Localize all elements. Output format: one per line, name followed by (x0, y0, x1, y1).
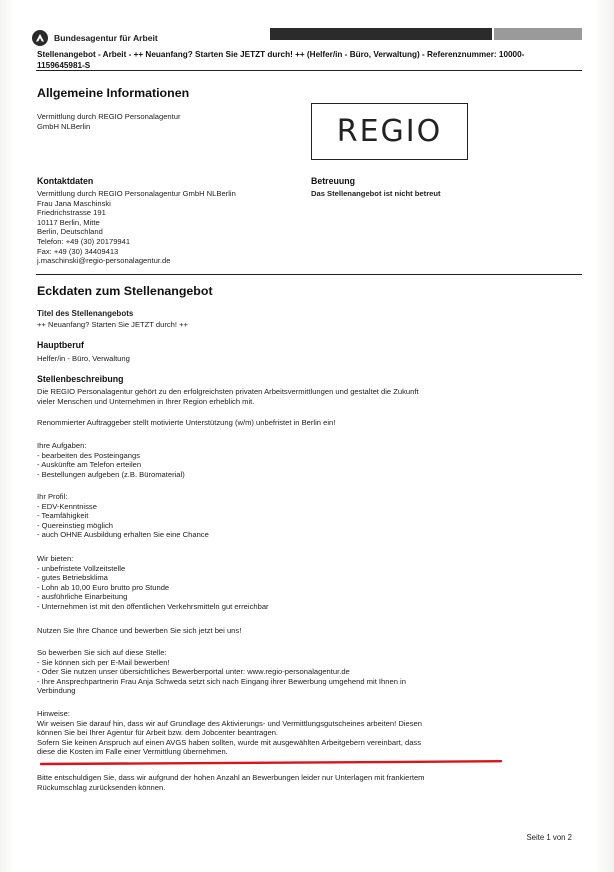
beschreibung-aufgaben: Ihre Aufgaben: - bearbeiten des Posteingangs - Auskünfte am Telefon erteilen - Bestellungen aufgeben (z.B. Büromaterial) (37, 441, 185, 479)
kontakt-details: Vermittlung durch REGIO Personalagentur GmbH NLBerlin Frau Jana Maschinski Friedrichstrasse 191 10117 Berlin, Mitte Berlin, Deutschland Telefon: +49 (30) 20179941 Fax: +49 (30) 34409413 j.maschinski@regio-personalagentur.de (37, 189, 236, 266)
page-number: Seite 1 von 2 (526, 833, 572, 842)
beschreibung-profil: Ihr Profil: - EDV-Kenntnisse - Teamfähigkeit - Quereinstieg möglich - auch OHNE Ausbildung erhalten Sie eine Chance (37, 492, 209, 540)
beschreibung-auftrag: Renommierter Auftraggeber stellt motivierte Unterstützung (w/m) unbefristet in Berlin ein! (37, 418, 336, 427)
beschreibung-intro: Die REGIO Personalagentur gehört zu den erfolgreichsten privaten Arbeitsvermittlungen und gestaltet die Zukunft vieler Menschen und Unternehmen in Ihrer Region erheblich mit. (37, 387, 419, 406)
agency-name: Bundesagentur für Arbeit (54, 33, 158, 43)
beschreibung-bieten: Wir bieten: - unbefristete Vollzeitstelle - gutes Betriebsklima - Lohn ab 10,00 Euro brutto pro Stunde - ausführliche Einarbeitung - Unternehmen ist mit den öffentlichen Verkehrsmitteln gut erreichbar (37, 554, 269, 611)
section-heading-allgemein: Allgemeine Informationen (37, 86, 190, 100)
agency-logo-icon (32, 30, 48, 46)
kontakt-heading: Kontaktdaten (37, 176, 94, 186)
titel-label: Titel des Stellenangebots (37, 309, 134, 318)
red-underline-annotation (40, 760, 502, 766)
betreuung-text: Das Stellenangebot ist nicht betreut (311, 189, 441, 198)
header-bar-grey (494, 28, 582, 40)
document-title: Stellenangebot - Arbeit - ++ Neuanfang? Starten Sie JETZT durch! ++ (Helfer/in - Büro, Verwaltung) - Referenznummer: 10000-1159645981-S (37, 50, 525, 70)
header-bar-dark (270, 28, 492, 40)
hauptberuf-value: Helfer/in - Büro, Verwaltung (37, 354, 130, 363)
eckdaten-divider (36, 274, 582, 275)
section-heading-eckdaten: Eckdaten zum Stellenangebot (37, 284, 213, 298)
titel-value: ++ Neuanfang? Starten Sie JETZT durch! ++ (37, 320, 188, 329)
regio-logo-text: REGIO (336, 114, 443, 149)
beschreibung-chance: Nutzen Sie Ihre Chance und bewerben Sie sich jetzt bei uns! (37, 626, 242, 635)
betreuung-heading: Betreuung (311, 176, 355, 186)
agency-logo-row (32, 28, 158, 48)
regio-logo (311, 103, 468, 160)
vermittlung-text: Vermittlung durch REGIO Personalagentur GmbH NLBerlin (37, 112, 181, 131)
beschreibung-hinweis: Hinweise: Wir weisen Sie darauf hin, dass wir auf Grundlage des Aktivierungs- und Vermittlungsgutscheines arbeiten! Diesen können Sie bei Ihrer Agentur für Arbeit bzw. dem Jobcenter beantragen. Sofern Sie keinen Anspruch auf einen AVGS haben sollten, wurde mit ausgewählten Arbeitgebern vereinbart, dass diese die Kosten im Falle einer Vermittlung übernehmen. (37, 709, 422, 757)
beschreibung-bewerben: So bewerben Sie sich auf diese Stelle: - Sie können sich per E-Mail bewerben! - Oder Sie nutzen unser übersichtliches Bewerberportal unter: www.regio-personalagentur.de - Ihre Ansprechpartnerin Frau Anja Schweda setzt sich nach Eingang ihrer Bewerbung umgehend mit Ihnen in Verbindung (37, 648, 406, 696)
title-divider (36, 70, 582, 71)
stellenbeschreibung-heading: Stellenbeschreibung (37, 374, 124, 384)
hauptberuf-heading: Hauptberuf (37, 340, 84, 350)
beschreibung-entschuldigung: Bitte entschuldigen Sie, dass wir aufgrund der hohen Anzahl an Bewerbungen leider nur Unterlagen mit frankiertem Rückumschlag zurücksenden können. (37, 773, 425, 792)
